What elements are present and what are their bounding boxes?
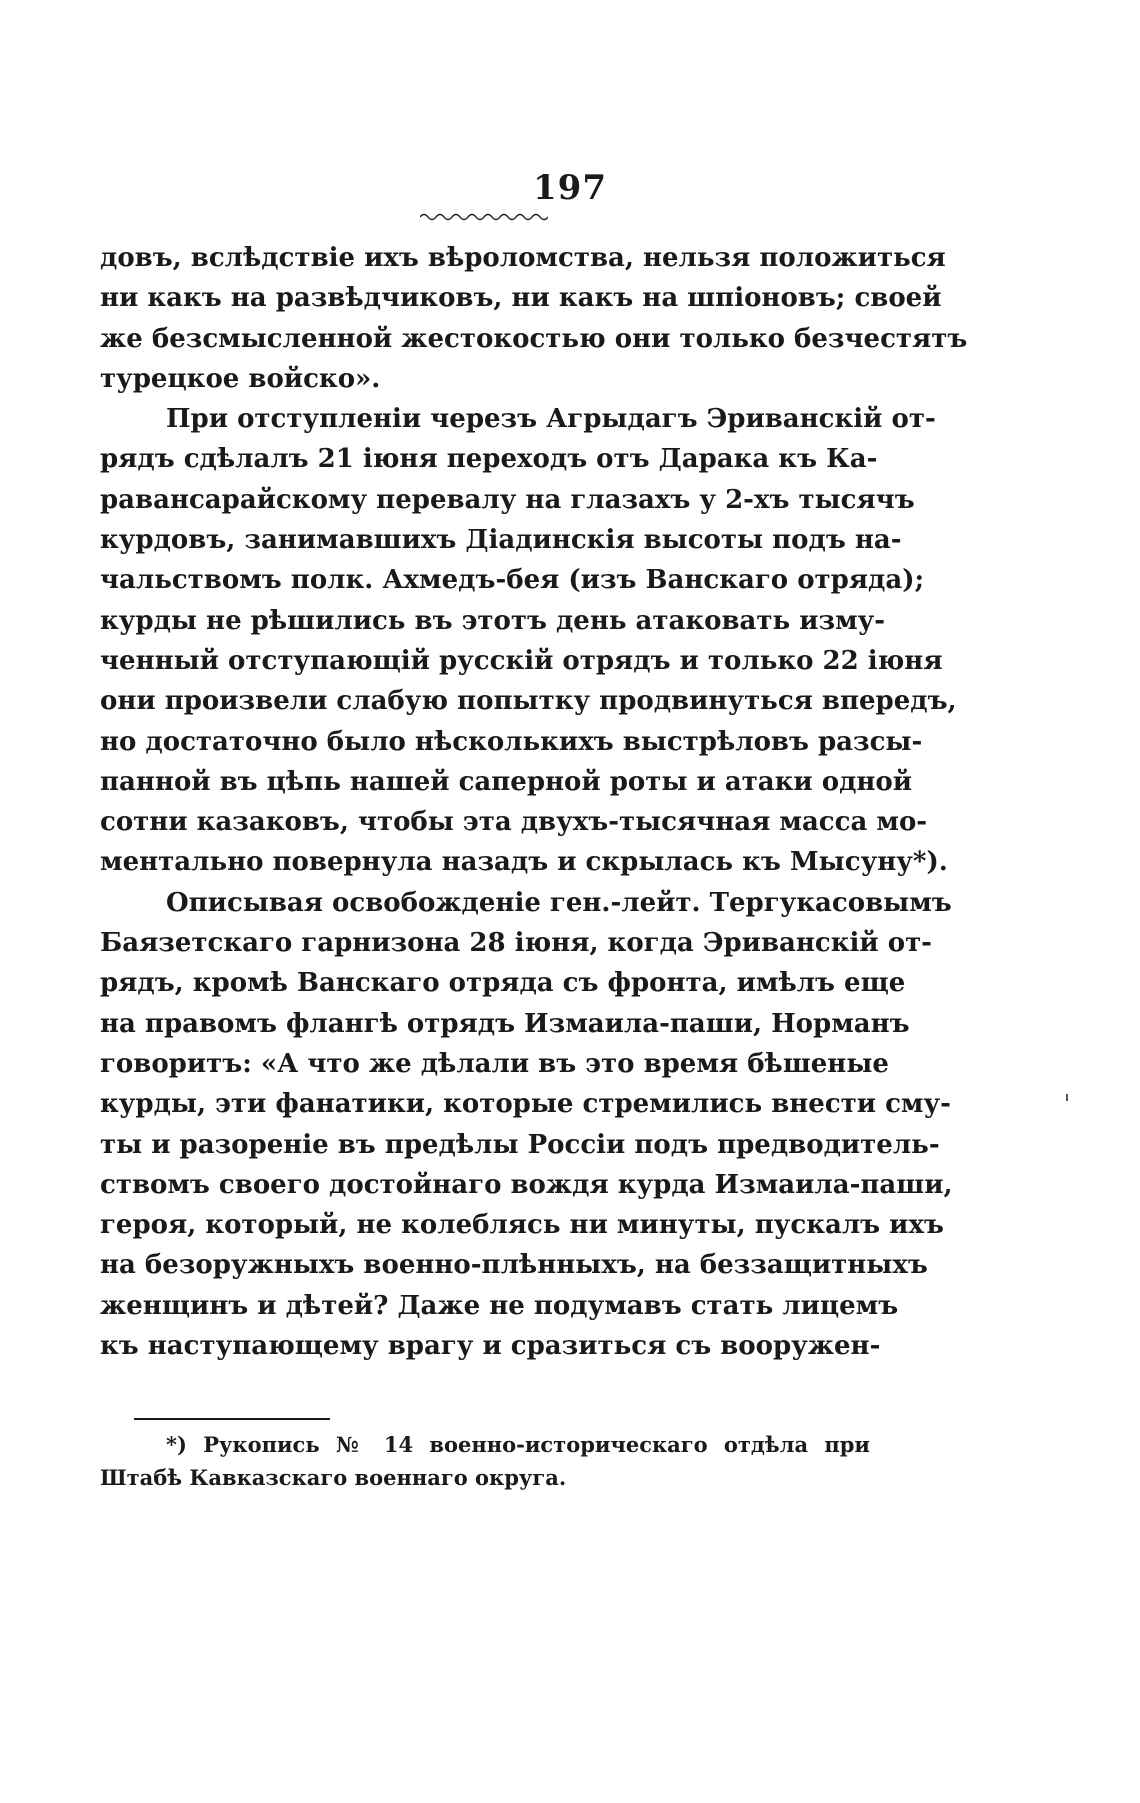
text-line: но достаточно было нѣсколькихъ выстрѣловъ разсы- [100, 726, 923, 757]
text-line: героя, который, не колеблясь ни минуты, пускалъ ихъ [100, 1210, 944, 1241]
text-line: курдовъ, занимавшихъ Діадинскія высоты подъ на- [100, 525, 902, 556]
text-line: сотни казаковъ, чтобы эта двухъ-тысячная масса мо- [100, 807, 928, 838]
text-line: Описывая освобожденіе ген.-лейт. Тергукасовымъ [166, 887, 952, 918]
text-line: же безсмысленной жестокостью они только безчестятъ [100, 323, 968, 354]
text-line: ни какъ на развѣдчиковъ, ни какъ на шпіоновъ; своей [100, 283, 942, 314]
text-line: Баязетскаго гарнизона 28 іюня, когда Эриванскій от- [100, 928, 932, 959]
main-text [100, 238, 968, 1366]
page-number-ornament [420, 212, 548, 222]
text-line: говоритъ: «А что же дѣлали въ это время бѣшеные [100, 1048, 889, 1079]
text-line: ментально повернула назадъ и скрылась къ Мысуну*). [100, 847, 948, 878]
text-line: довъ, вслѣдствіе ихъ вѣроломства, нельзя положиться [100, 243, 946, 273]
text-line: чальствомъ полк. Ахмедъ-бея (изъ Ванскаго отряда); [100, 565, 925, 596]
text-line: турецкое войско». [100, 363, 381, 394]
page-number: 197 [533, 168, 607, 208]
text-line: рядъ сдѣлалъ 21 іюня переходъ отъ Дарака къ Ка- [100, 444, 878, 475]
text-line: рядъ, кромѣ Ванскаго отряда съ фронта, имѣлъ еще [100, 968, 906, 999]
text-line: курды не рѣшились въ этотъ день атаковать изму- [100, 605, 886, 636]
footnote [100, 1428, 870, 1494]
text-line: ствомъ своего достойнаго вождя курда Измаила-паши, [100, 1169, 953, 1200]
margin-speck [1066, 1094, 1068, 1101]
text-line: на правомъ флангѣ отрядъ Измаила-паши, Норманъ [100, 1008, 910, 1039]
text-line: При отступленіи черезъ Агрыдагъ Эриванскій от- [166, 404, 936, 435]
footnote-divider [134, 1418, 330, 1420]
text-line: курды, эти фанатики, которые стремились внести сму- [100, 1089, 951, 1120]
footnote-line: *) Рукопись № 14 военно-историческаго отдѣла при [166, 1432, 870, 1457]
text-line: панной въ цѣпь нашей саперной роты и атаки одной [100, 766, 913, 797]
text-line: ты и разореніе въ предѣлы Россіи подъ предводитель- [100, 1129, 940, 1160]
text-line: къ наступающему врагу и сразиться съ вооружен- [100, 1331, 881, 1362]
text-line: ченный отступающій русскій отрядъ и только 22 іюня [100, 645, 943, 676]
text-line: они произвели слабую попытку продвинуться впередъ, [100, 686, 957, 717]
footnote-line: Штабѣ Кавказскаго военнаго округа. [100, 1465, 567, 1490]
text-line: на безоружныхъ военно-плѣнныхъ, на беззащитныхъ [100, 1250, 928, 1281]
text-line: женщинъ и дѣтей? Даже не подумавъ стать лицемъ [100, 1290, 899, 1321]
text-line: равансарайскому перевалу на глазахъ у 2-хъ тысячъ [100, 484, 915, 515]
